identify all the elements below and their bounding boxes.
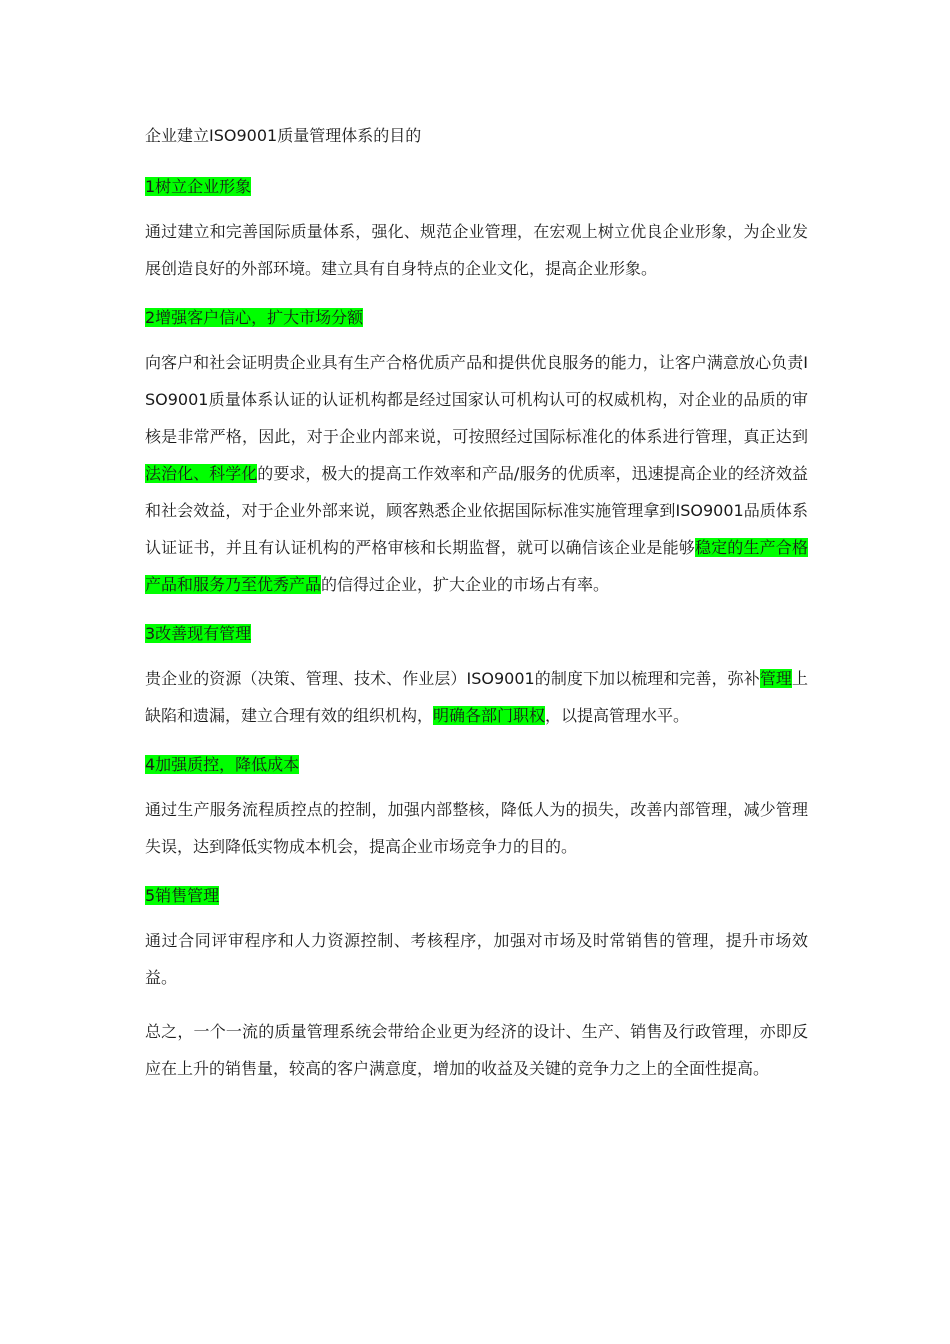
paragraph-text: 通过建立和完善国际质量体系，强化、规范企业管理，在宏观上树立优良企业形象，为企业发展创造良好的外部环境。建立具有自身特点的企业文化，提高企业形象。 bbox=[145, 222, 808, 278]
section-heading-4 bbox=[145, 751, 808, 779]
highlighted-heading-text: 3改善现有管理 bbox=[145, 624, 252, 643]
highlighted-text: 管理 bbox=[759, 669, 792, 688]
paragraph-text: ，以提高管理水平。 bbox=[545, 706, 690, 725]
section-paragraph-3 bbox=[145, 660, 808, 734]
highlighted-text: 稳定的生产合格产品和服务乃至优秀产品 bbox=[145, 538, 808, 594]
paragraph-text: 的信得过企业，扩大企业的市场占有率。 bbox=[321, 575, 610, 594]
highlighted-heading-text: 1树立企业形象 bbox=[145, 177, 252, 196]
section-paragraph-4 bbox=[145, 791, 808, 865]
section-heading-1 bbox=[145, 173, 808, 201]
section-paragraph-5 bbox=[145, 922, 808, 996]
section-heading-2 bbox=[145, 304, 808, 332]
paragraph-text: 通过生产服务流程质控点的控制，加强内部整核，降低人为的损失，改善内部管理，减少管理失误，达到降低实物成本机会，提高企业市场竞争力的目的。 bbox=[145, 800, 808, 856]
document-body bbox=[145, 122, 808, 1087]
paragraph-text: 贵企业的资源（决策、管理、技术、作业层）ISO9001的制度下加以梳理和完善，弥补 bbox=[145, 669, 760, 688]
highlighted-heading-text: 4加强质控，降低成本 bbox=[145, 755, 300, 774]
paragraph-text: 的要求，极大的提高工作效率和产品/服务的优质率，迅速提高企业的经济效益和社会效益，对于企业外部来说，顾客熟悉企业依据国际标准实施管理拿到ISO9001品质体系认证证书，并且有认证机构的严格审核和长期监督，就可以确信该企业是能够 bbox=[145, 464, 808, 557]
section-paragraph-1 bbox=[145, 213, 808, 287]
paragraph-text: 上缺陷和遗漏，建立合理有效的组织机构， bbox=[145, 669, 808, 725]
highlighted-text: 法治化、科学化 bbox=[145, 464, 258, 483]
paragraph-text: 通过合同评审程序和人力资源控制、考核程序，加强对市场及时常销售的管理，提升市场效益。 bbox=[145, 931, 808, 987]
section-heading-3 bbox=[145, 620, 808, 648]
highlighted-heading-text: 2增强客户信心，扩大市场分额 bbox=[145, 308, 364, 327]
section-paragraph-2 bbox=[145, 344, 808, 603]
conclusion-paragraph: 总之，一个一流的质量管理系统会带给企业更为经济的设计、生产、销售及行政管理，亦即反应在上升的销售量，较高的客户满意度，增加的收益及关键的竞争力之上的全面性提高。 bbox=[145, 1022, 808, 1078]
highlighted-text: 明确各部门职权 bbox=[433, 706, 546, 725]
section-heading-5 bbox=[145, 882, 808, 910]
document-title: 企业建立ISO9001质量管理体系的目的 bbox=[145, 126, 422, 145]
highlighted-heading-text: 5销售管理 bbox=[145, 886, 220, 905]
paragraph-text: 向客户和社会证明贵企业具有生产合格优质产品和提供优良服务的能力，让客户满意放心负责ISO9001质量体系认证的认证机构都是经过国家认可机构认可的权威机构，对企业的品质的审核是非常严格，因此，对于企业内部来说，可按照经过国际标准化的体系进行管理，真正达到 bbox=[145, 353, 808, 446]
